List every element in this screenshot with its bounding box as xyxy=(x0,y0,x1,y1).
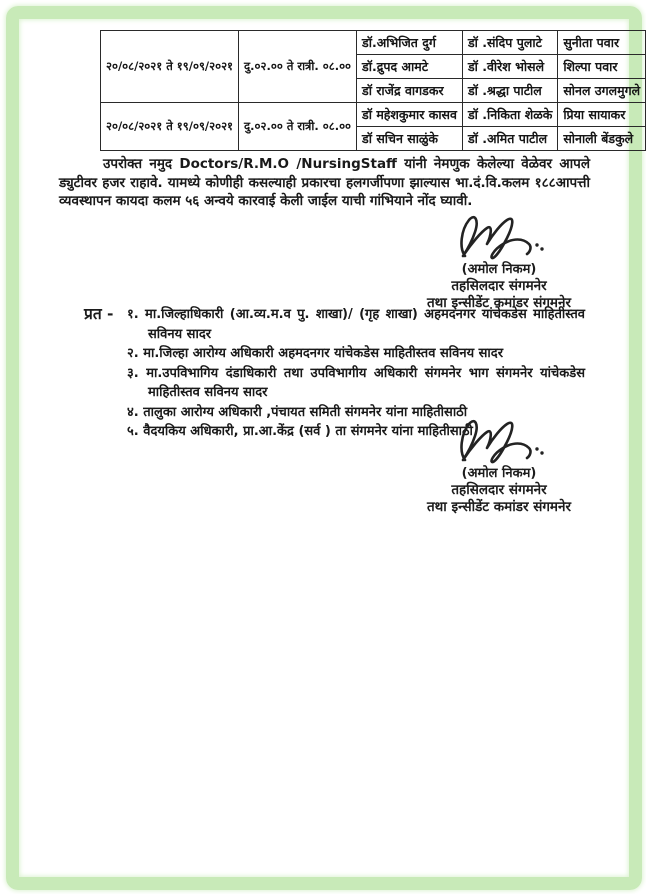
signatory-designation-1: तहसिलदार संगमनेर xyxy=(451,482,547,498)
signatory-name: (अमोल निकम) xyxy=(461,466,537,481)
signatory-designation-2: तथा इन्सीडेंट कमांडर संगमनेर xyxy=(426,499,572,515)
staff-cell: सुनीता पवार xyxy=(558,31,646,55)
duty-roster-table xyxy=(100,30,646,151)
date-range-cell: २०/०८/२०२१ ते १९/०९/२०२१ xyxy=(101,103,239,151)
doctor-cell: डॉ .वीरेश भोसले xyxy=(462,55,557,79)
table-row xyxy=(101,103,646,127)
body-paragraph: उपरोक्त नमुद Doctors/R.M.O /NursingStaff यांनी नेमणुक केलेल्या वेळेवर आपले ड्युटीवर हजर राहावे. यामध्ये कोणीही कसल्याही प्रकारचा हलगर्जीपणा झाल्यास भा.दं.वि.कलम १८८आपत्ती व्यवस्थापन कायदा कलम ५६ अन्वये कारवाई केली जाईल याची गांभियाने नोंद घ्यावी. xyxy=(59,156,590,210)
doctor-cell: डॉ.द्रुपद आमटे xyxy=(357,55,463,79)
doctor-cell: डॉ महेशकुमार कासव xyxy=(357,103,463,127)
copies-item: २. मा.जिल्हा आरोग्य अधिकारी अहमदनगर यांचेकडेस माहितीस्तव सविनय सादर xyxy=(127,346,504,361)
copies-label: प्रत - xyxy=(84,305,114,323)
doctor-cell: डॉ .श्रद्धा पाटील xyxy=(462,79,557,103)
copies-item: ३. मा.उपविभागिय दंडाधिकारी तथा उपविभागीय अधिकारी संगमनेर भाग संगमनेर यांचेकडेस माहितीस्तव सविनय सादर xyxy=(127,365,585,400)
handwritten-signature xyxy=(447,416,551,468)
signature-block-2 xyxy=(394,416,604,516)
doctor-cell: डॉ .संदिप पुलाटे xyxy=(462,31,557,55)
signatory-designation-2: तथा इन्सीडेंट कमांडर संगमनेर xyxy=(426,295,572,311)
signatory-designation-1: तहसिलदार संगमनेर xyxy=(451,278,547,294)
signature-block-1 xyxy=(394,212,604,312)
handwritten-signature xyxy=(447,212,551,264)
copies-item: ४. तालुका आरोग्य अधिकारी ,पंचायत समिती संगमनेर यांना माहितीसाठी xyxy=(127,404,468,420)
date-range-cell: २०/०८/२०२१ ते १९/०९/२०२१ xyxy=(101,31,239,103)
staff-cell: प्रिया सायाकर xyxy=(558,103,646,127)
table-row xyxy=(101,31,646,55)
doctor-cell: डॉ .निकिता शेळके xyxy=(462,103,557,127)
copies-item: ५. वैदयकिय अधिकारी, प्रा.आ.केंद्र (सर्व ) ता संगमनेर यांना माहितीसाठी xyxy=(127,424,473,439)
doctor-cell: डॉ.अभिजित दुर्ग xyxy=(357,31,463,55)
time-slot-cell: दु.०२.०० ते रात्री. ०८.०० xyxy=(239,31,357,103)
time-slot-cell: दु.०२.०० ते रात्री. ०८.०० xyxy=(239,103,357,151)
doctor-cell: डॉ सचिन साळुंके xyxy=(357,127,463,151)
doctor-cell: डॉ .अमित पाटील xyxy=(462,127,557,151)
staff-cell: सोनाली बेंडकुले xyxy=(558,127,646,151)
staff-cell: शिल्पा पवार xyxy=(558,55,646,79)
staff-cell: सोनल उगलमुगले xyxy=(558,79,646,103)
doctor-cell: डॉ राजेंद्र वागडकर xyxy=(357,79,463,103)
signatory-name: (अमोल निकम) xyxy=(461,262,537,277)
copies-item: १. मा.जिल्हाधिकारी (आ.व्य.म.व पु. शाखा)/ (गृह शाखा) अहमदनगर यांचेकडेस माहितीस्तव सविनय सादर xyxy=(127,307,585,342)
